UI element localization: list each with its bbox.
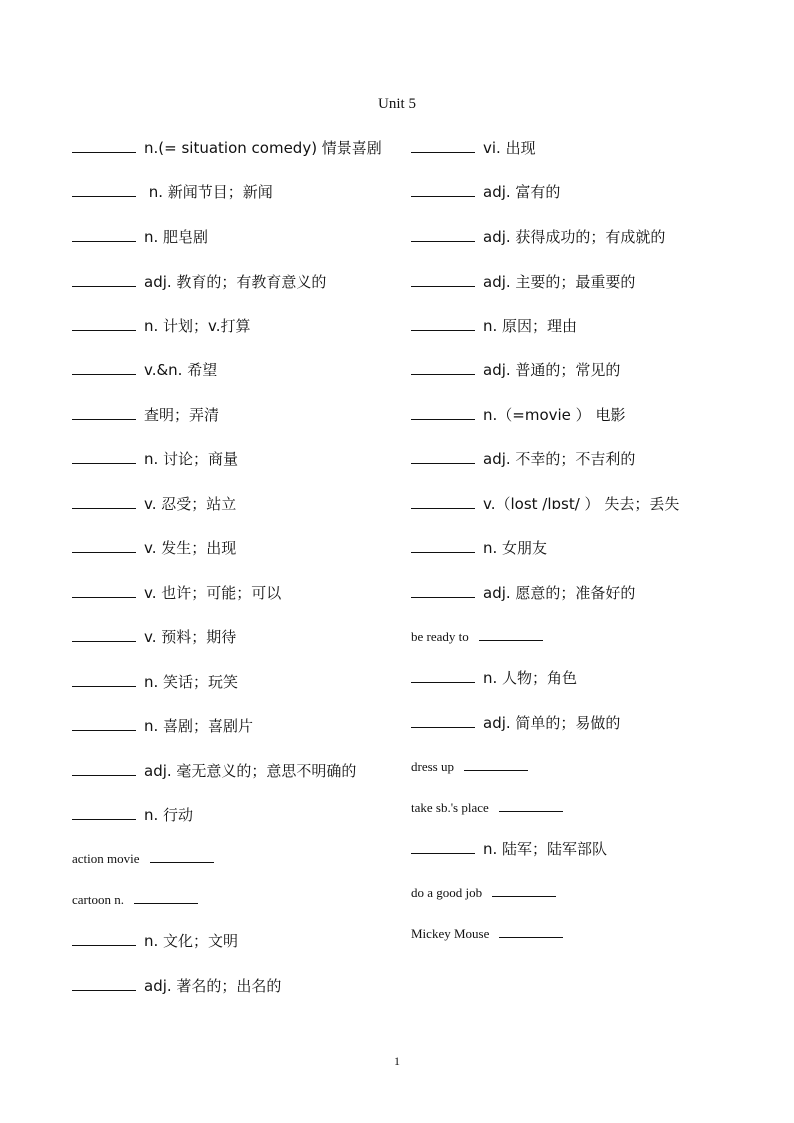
- vocab-definition: adj. 主要的；最重要的: [483, 273, 636, 291]
- answer-blank: [72, 140, 136, 153]
- vocab-row: [72, 805, 193, 825]
- answer-blank: [72, 362, 136, 375]
- vocab-row: [72, 627, 236, 647]
- answer-blank: [72, 451, 136, 464]
- answer-blank: [411, 184, 475, 197]
- answer-blank: [499, 925, 563, 938]
- answer-blank: [411, 140, 475, 153]
- vocab-row: [72, 449, 238, 469]
- vocab-row: [72, 405, 219, 425]
- vocab-definition: n. 笑话；玩笑: [144, 673, 239, 691]
- vocab-definition: 查明；弄清: [144, 406, 220, 424]
- vocab-definition: adj. 著名的；出名的: [144, 977, 282, 995]
- vocab-row: [72, 227, 208, 247]
- vocab-row: [72, 138, 382, 158]
- vocab-definition: v. 也许；可能；可以: [144, 584, 282, 602]
- vocab-row: [411, 538, 547, 558]
- answer-blank: [411, 318, 475, 331]
- vocab-definition: n. 新闻节目；新闻: [144, 183, 273, 201]
- answer-blank: [411, 715, 475, 728]
- page-number: 1: [394, 1054, 400, 1068]
- answer-blank: [72, 718, 136, 731]
- vocab-definition: Mickey Mouse: [411, 926, 490, 941]
- vocab-row: [72, 272, 326, 292]
- answer-blank: [411, 362, 475, 375]
- vocab-row: [411, 757, 528, 777]
- vocab-definition: v.&n. 希望: [144, 361, 218, 379]
- answer-blank: [72, 629, 136, 642]
- answer-blank: [72, 496, 136, 509]
- answer-blank: [411, 274, 475, 287]
- vocab-definition: adj. 教育的；有教育意义的: [144, 273, 327, 291]
- answer-blank: [411, 229, 475, 242]
- answer-blank: [411, 540, 475, 553]
- vocab-row: [411, 668, 577, 688]
- vocab-row: [72, 316, 251, 336]
- answer-blank: [411, 407, 475, 420]
- answer-blank: [134, 891, 198, 904]
- vocab-row: [411, 316, 577, 336]
- answer-blank: [72, 184, 136, 197]
- vocab-row: [72, 494, 236, 514]
- answer-blank: [72, 585, 136, 598]
- answer-blank: [499, 799, 563, 812]
- vocab-row: [72, 672, 238, 692]
- vocab-row: [411, 798, 563, 818]
- answer-blank: [72, 674, 136, 687]
- answer-blank: [72, 807, 136, 820]
- answer-blank: [411, 670, 475, 683]
- vocab-definition: n.(= situation comedy) 情景喜剧: [144, 139, 382, 157]
- vocab-definition: action movie: [72, 851, 140, 866]
- vocab-definition: adj. 普通的；常见的: [483, 361, 621, 379]
- answer-blank: [411, 496, 475, 509]
- answer-blank: [479, 628, 543, 641]
- vocab-row: [411, 227, 665, 247]
- vocab-definition: take sb.'s place: [411, 800, 489, 815]
- vocab-definition: n. 讨论；商量: [144, 450, 239, 468]
- vocab-definition: adj. 不幸的；不吉利的: [483, 450, 636, 468]
- vocab-definition: v.（lost /lɒst/ ） 失去；丢失: [483, 495, 680, 513]
- vocab-row: [72, 976, 281, 996]
- answer-blank: [72, 978, 136, 991]
- vocab-definition: n. 喜剧；喜剧片: [144, 717, 254, 735]
- vocab-definition: adj. 毫无意义的；意思不明确的: [144, 762, 357, 780]
- answer-blank: [72, 407, 136, 420]
- vocab-row: [411, 583, 635, 603]
- answer-blank: [72, 229, 136, 242]
- vocab-row: [72, 538, 236, 558]
- vocab-definition: dress up: [411, 759, 454, 774]
- vocab-row: [411, 138, 536, 158]
- vocab-row: [72, 761, 356, 781]
- answer-blank: [72, 933, 136, 946]
- answer-blank: [411, 451, 475, 464]
- vocab-row: [411, 360, 620, 380]
- vocab-definition: adj. 简单的；易做的: [483, 714, 621, 732]
- vocab-row: [411, 405, 625, 425]
- vocab-row: [72, 360, 217, 380]
- vocab-definition: n. 原因；理由: [483, 317, 578, 335]
- vocab-definition: n. 文化；文明: [144, 932, 239, 950]
- vocab-definition: adj. 富有的: [483, 183, 561, 201]
- vocab-row: [72, 931, 238, 951]
- vocab-definition: n. 陆军；陆军部队: [483, 840, 608, 858]
- vocab-definition: do a good job: [411, 885, 483, 900]
- answer-blank: [72, 274, 136, 287]
- vocab-row: [72, 890, 198, 910]
- vocab-row: [411, 924, 563, 944]
- vocab-definition: adj. 愿意的；准备好的: [483, 584, 636, 602]
- answer-blank: [411, 585, 475, 598]
- vocab-row: [72, 716, 253, 736]
- vocab-definition: n. 行动: [144, 806, 194, 824]
- vocab-row: [411, 182, 560, 202]
- vocab-row: [411, 713, 620, 733]
- answer-blank: [492, 884, 556, 897]
- vocab-definition: n. 肥皂剧: [144, 228, 209, 246]
- vocab-definition: n. 人物；角色: [483, 669, 578, 687]
- vocab-row: [411, 272, 635, 292]
- vocab-definition: cartoon n.: [72, 892, 124, 907]
- vocab-definition: adj. 获得成功的；有成就的: [483, 228, 666, 246]
- vocab-definition: n.（=movie ） 电影: [483, 406, 626, 424]
- answer-blank: [150, 850, 214, 863]
- answer-blank: [72, 318, 136, 331]
- vocab-definition: n. 计划；v.打算: [144, 317, 251, 335]
- answer-blank: [72, 763, 136, 776]
- vocab-definition: vi. 出现: [483, 139, 536, 157]
- vocab-definition: v. 预料；期待: [144, 628, 237, 646]
- vocab-row: [411, 494, 679, 514]
- vocab-row: [72, 583, 281, 603]
- answer-blank: [464, 758, 528, 771]
- vocab-row: [411, 627, 543, 647]
- unit-title: Unit 5: [378, 96, 416, 112]
- answer-blank: [411, 841, 475, 854]
- vocab-row: [411, 449, 635, 469]
- vocab-row: [72, 182, 273, 202]
- vocab-row: [411, 839, 607, 859]
- vocab-definition: n. 女朋友: [483, 539, 548, 557]
- vocab-definition: v. 忍受；站立: [144, 495, 237, 513]
- vocab-definition: v. 发生；出现: [144, 539, 237, 557]
- vocab-definition: be ready to: [411, 629, 469, 644]
- vocab-row: [411, 883, 556, 903]
- vocab-row: [72, 849, 214, 869]
- answer-blank: [72, 540, 136, 553]
